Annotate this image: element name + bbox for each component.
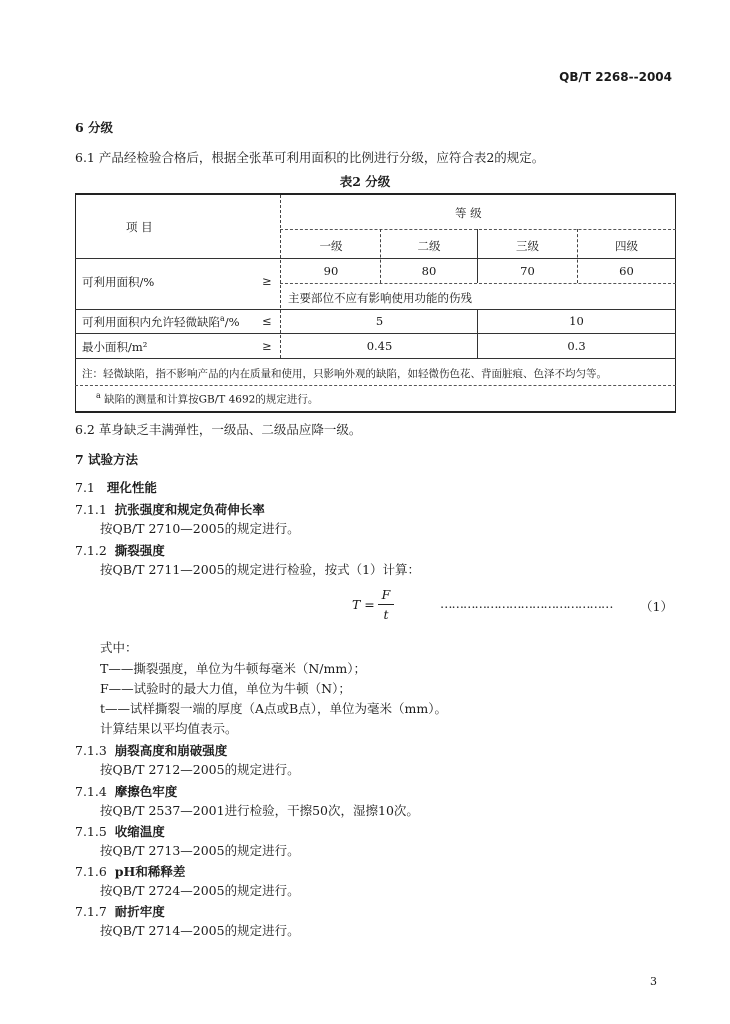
- where-item-T: T——撕裂强度，单位为牛顿每毫米（N/mm）；: [100, 661, 366, 676]
- clause-7-1-2: 7.1.2 撕裂强度: [75, 543, 165, 558]
- clause-7-1-3: 7.1.3 崩裂高度和崩破强度: [75, 743, 228, 758]
- document-code: QB/T 2268--2004: [559, 70, 672, 84]
- where-item-t: t——试样撕裂一端的厚度（A点或B点），单位为毫米（mm）。: [100, 701, 447, 716]
- section-6-title: 6 分级: [75, 120, 114, 135]
- row-usable-area-label: 可利用面积/%: [82, 275, 155, 289]
- table-note-2: $^a$ 缺陷的测量和计算按GB/T 4692的规定进行。: [96, 391, 319, 406]
- grade-1-header: 一级: [319, 239, 343, 253]
- row-defect-label: 可利用面积内允许轻微缺陷$^a$/%: [82, 314, 240, 329]
- clause-7-1-5: 7.1.5 收缩温度: [75, 824, 165, 839]
- clause-7-1-4: 7.1.4 摩擦色牢度: [75, 784, 178, 799]
- grade-2-usable-area: 80: [421, 264, 437, 278]
- grade-1-2-min-area: 0.45: [366, 339, 393, 353]
- clause-7-1-6: 7.1.6 pH和稀释差: [75, 864, 186, 879]
- grade-3-4-min-area: 0.3: [567, 339, 586, 353]
- row-min-area-ge: ≥: [262, 339, 272, 353]
- grade-2-header: 二级: [417, 239, 441, 253]
- row-defect-le: ≤: [262, 314, 272, 328]
- clause-7-1-7: 7.1.7 耐折牢度: [75, 904, 165, 919]
- clause-7-1-5-body: 按QB/T 2713—2005的规定进行。: [100, 843, 300, 858]
- where-label: 式中：: [100, 640, 138, 655]
- grade-3-header: 三级: [516, 239, 539, 253]
- clause-7-1: 7.1 理化性能: [75, 480, 157, 495]
- formula-denominator: t: [383, 607, 389, 622]
- calc-note: 计算结果以平均值表示。: [100, 721, 238, 736]
- grade-3-4-defect: 10: [569, 314, 584, 328]
- clause-7-1-7-body: 按QB/T 2714—2005的规定进行。: [100, 923, 300, 938]
- table-caption: 表2 分级: [339, 174, 391, 189]
- clause-7-1-1-body: 按QB/T 2710—2005的规定进行。: [100, 521, 300, 536]
- where-item-F: F——试验时的最大力值，单位为牛顿（N）；: [100, 681, 351, 696]
- section-7-title: 7 试验方法: [75, 452, 139, 467]
- clause-7-1-1: 7.1.1 抗张强度和规定负荷伸长率: [75, 502, 265, 517]
- page-number: 3: [650, 975, 657, 988]
- clause-7-1-6-body: 按QB/T 2724—2005的规定进行。: [100, 883, 300, 898]
- table-header-grade: 等 级: [455, 206, 482, 220]
- table-note-1: 注：轻微缺陷，指不影响产品的内在质量和使用，只影响外观的缺陷，如轻微伤色花、背面脏痕、色泽不均匀等。: [82, 368, 607, 380]
- row-min-area-label: 最小面积/m²: [82, 340, 148, 354]
- grade-3-usable-area: 70: [520, 264, 535, 278]
- grade-1-2-defect: 5: [375, 314, 384, 328]
- clause-7-1-3-body: 按QB/T 2712—2005的规定进行。: [100, 762, 300, 777]
- grade-4-header: 四级: [615, 239, 638, 253]
- clause-7-1-2-body: 按QB/T 2711—2005的规定进行检验，按式（1）计算：: [100, 562, 421, 577]
- row-usable-area-ge: ≥: [262, 274, 272, 288]
- formula-number: （1）: [640, 599, 673, 614]
- formula-leader-dots: ………………………………………: [440, 596, 613, 611]
- table-header-item: 项 目: [126, 220, 153, 234]
- formula-lhs: T =: [352, 597, 375, 612]
- row-usable-area-note: 主要部位不应有影响使用功能的伤残: [288, 291, 472, 305]
- clause-6-1: 6.1 产品经检验合格后，根据全张革可利用面积的比例进行分级，应符合表2的规定。: [75, 150, 545, 165]
- grade-1-usable-area: 90: [323, 264, 339, 278]
- clause-7-1-4-body: 按QB/T 2537—2001进行检验，干擦50次，湿擦10次。: [100, 803, 419, 818]
- grade-4-usable-area: 60: [619, 264, 634, 278]
- clause-6-2: 6.2 革身缺乏丰满弹性，一级品、二级品应降一级。: [75, 422, 362, 437]
- formula-numerator: F: [381, 587, 391, 602]
